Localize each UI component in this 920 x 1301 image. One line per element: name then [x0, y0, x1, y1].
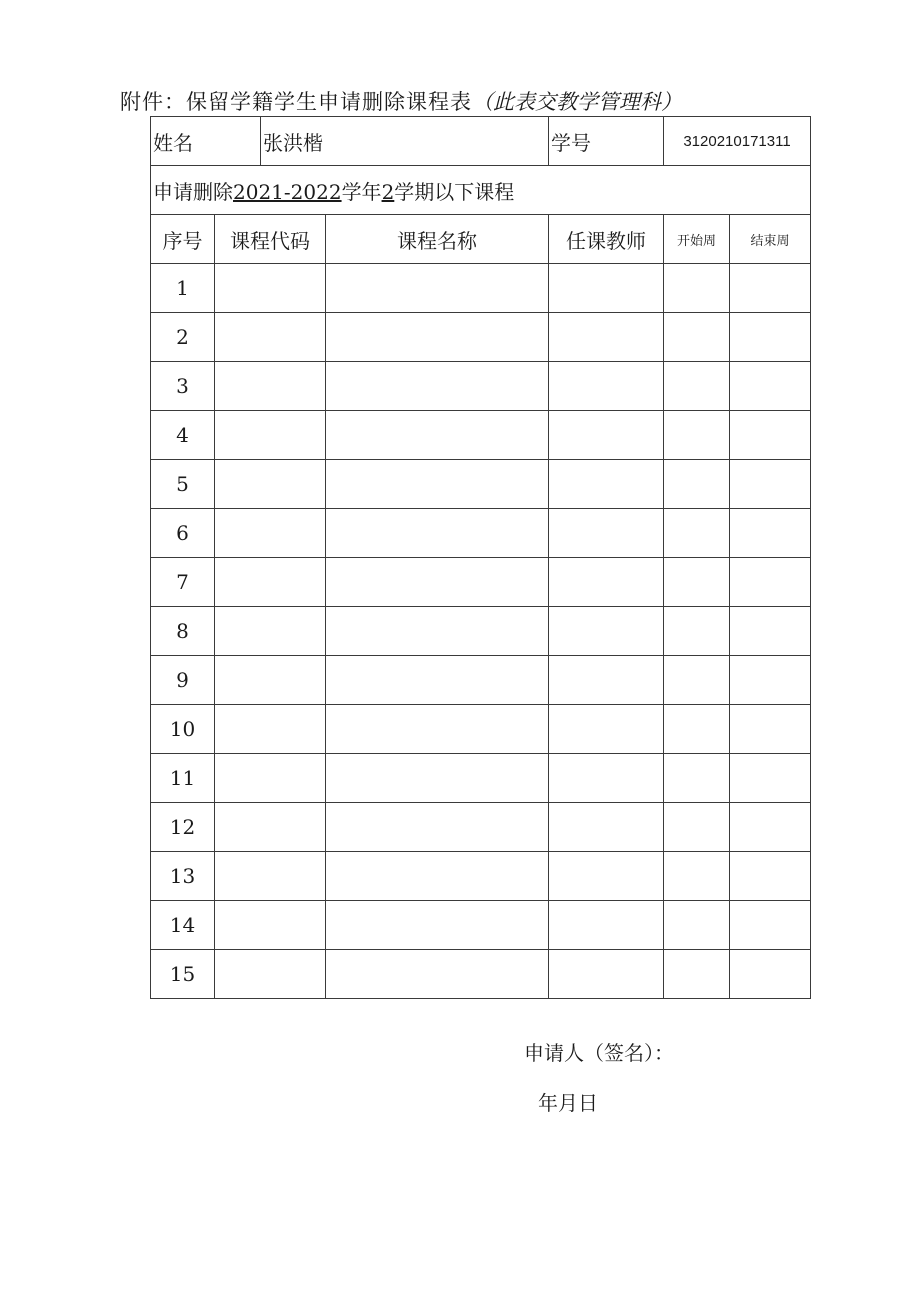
start-week-cell[interactable] [664, 313, 730, 362]
name-label: 姓名 [151, 117, 261, 166]
course-code-cell[interactable] [215, 852, 326, 901]
col-start-week-header: 开始周 [664, 215, 730, 264]
row-index: 11 [151, 754, 215, 803]
course-code-cell[interactable] [215, 901, 326, 950]
teacher-cell[interactable] [549, 264, 664, 313]
course-deletion-table [150, 116, 811, 999]
teacher-cell[interactable] [549, 460, 664, 509]
academic-year[interactable]: 2021-2022 [233, 179, 342, 204]
teacher-cell[interactable] [549, 803, 664, 852]
end-week-cell[interactable] [730, 460, 811, 509]
course-code-cell[interactable] [215, 460, 326, 509]
table-row [151, 803, 811, 852]
col-name-header: 课程名称 [326, 215, 549, 264]
form-heading [120, 86, 682, 116]
course-code-cell[interactable] [215, 705, 326, 754]
start-week-cell[interactable] [664, 607, 730, 656]
start-week-cell[interactable] [664, 362, 730, 411]
course-name-cell[interactable] [326, 558, 549, 607]
row-index: 10 [151, 705, 215, 754]
course-code-cell[interactable] [215, 656, 326, 705]
table-row [151, 460, 811, 509]
date-label: 年月日 [538, 1091, 598, 1115]
course-name-cell[interactable] [326, 362, 549, 411]
course-code-cell[interactable] [215, 313, 326, 362]
course-name-cell[interactable] [326, 313, 549, 362]
row-index: 2 [151, 313, 215, 362]
teacher-cell[interactable] [549, 509, 664, 558]
apply-statement [151, 166, 811, 215]
course-name-cell[interactable] [326, 509, 549, 558]
table-row [151, 558, 811, 607]
end-week-cell[interactable] [730, 656, 811, 705]
course-name-cell[interactable] [326, 264, 549, 313]
end-week-cell[interactable] [730, 950, 811, 999]
course-code-cell[interactable] [215, 607, 326, 656]
apply-suffix: 学期以下课程 [394, 179, 515, 204]
start-week-cell[interactable] [664, 558, 730, 607]
row-index: 7 [151, 558, 215, 607]
end-week-cell[interactable] [730, 754, 811, 803]
end-week-cell[interactable] [730, 901, 811, 950]
course-name-cell[interactable] [326, 950, 549, 999]
course-name-cell[interactable] [326, 411, 549, 460]
start-week-cell[interactable] [664, 705, 730, 754]
row-index: 15 [151, 950, 215, 999]
teacher-cell[interactable] [549, 362, 664, 411]
col-end-week-header: 结束周 [730, 215, 811, 264]
form-title: 附件：保留学籍学生申请删除课程表 [120, 90, 472, 114]
row-index: 14 [151, 901, 215, 950]
form-title-note: （此表交教学管理科） [472, 90, 682, 114]
course-code-cell[interactable] [215, 264, 326, 313]
course-name-cell[interactable] [326, 656, 549, 705]
end-week-cell[interactable] [730, 411, 811, 460]
course-code-cell[interactable] [215, 754, 326, 803]
start-week-cell[interactable] [664, 754, 730, 803]
table-row [151, 656, 811, 705]
row-index: 13 [151, 852, 215, 901]
row-index: 1 [151, 264, 215, 313]
teacher-cell[interactable] [549, 607, 664, 656]
row-index: 6 [151, 509, 215, 558]
applicant-signature-label: 申请人（签名）： [524, 1041, 674, 1065]
table-row [151, 509, 811, 558]
table-row [151, 411, 811, 460]
start-week-cell[interactable] [664, 901, 730, 950]
end-week-cell[interactable] [730, 803, 811, 852]
course-name-cell[interactable] [326, 852, 549, 901]
start-week-cell[interactable] [664, 264, 730, 313]
table-row [151, 950, 811, 999]
table-row [151, 901, 811, 950]
end-week-cell[interactable] [730, 362, 811, 411]
col-index-header: 序号 [151, 215, 215, 264]
teacher-cell[interactable] [549, 901, 664, 950]
column-header-row [151, 215, 811, 264]
teacher-cell[interactable] [549, 852, 664, 901]
start-week-cell[interactable] [664, 656, 730, 705]
end-week-cell[interactable] [730, 607, 811, 656]
table-row [151, 362, 811, 411]
col-code-header: 课程代码 [215, 215, 326, 264]
course-code-cell[interactable] [215, 558, 326, 607]
end-week-cell[interactable] [730, 509, 811, 558]
student-info-row [151, 117, 811, 166]
course-name-cell[interactable] [326, 460, 549, 509]
course-code-cell[interactable] [215, 362, 326, 411]
start-week-cell[interactable] [664, 509, 730, 558]
row-index: 12 [151, 803, 215, 852]
start-week-cell[interactable] [664, 852, 730, 901]
teacher-cell[interactable] [549, 950, 664, 999]
course-name-cell[interactable] [326, 607, 549, 656]
start-week-cell[interactable] [664, 950, 730, 999]
term-number[interactable]: 2 [381, 179, 395, 204]
row-index: 9 [151, 656, 215, 705]
row-index: 3 [151, 362, 215, 411]
course-rows [151, 264, 811, 999]
table-row [151, 852, 811, 901]
course-name-cell[interactable] [326, 803, 549, 852]
course-name-cell[interactable] [326, 705, 549, 754]
table-row [151, 264, 811, 313]
name-value[interactable]: 张洪楷 [261, 117, 549, 166]
course-code-cell[interactable] [215, 411, 326, 460]
end-week-cell[interactable] [730, 558, 811, 607]
teacher-cell[interactable] [549, 558, 664, 607]
table-row [151, 705, 811, 754]
teacher-cell[interactable] [549, 656, 664, 705]
teacher-cell[interactable] [549, 754, 664, 803]
table-row [151, 313, 811, 362]
table-row [151, 607, 811, 656]
start-week-cell[interactable] [664, 803, 730, 852]
end-week-cell[interactable] [730, 313, 811, 362]
course-name-cell[interactable] [326, 901, 549, 950]
course-code-cell[interactable] [215, 950, 326, 999]
start-week-cell[interactable] [664, 411, 730, 460]
teacher-cell[interactable] [549, 313, 664, 362]
course-code-cell[interactable] [215, 509, 326, 558]
teacher-cell[interactable] [549, 705, 664, 754]
student-id-label: 学号 [549, 117, 664, 166]
end-week-cell[interactable] [730, 852, 811, 901]
row-index: 8 [151, 607, 215, 656]
end-week-cell[interactable] [730, 705, 811, 754]
row-index: 4 [151, 411, 215, 460]
course-code-cell[interactable] [215, 803, 326, 852]
row-index: 5 [151, 460, 215, 509]
col-teacher-header: 任课教师 [549, 215, 664, 264]
end-week-cell[interactable] [730, 264, 811, 313]
student-id-value[interactable]: 3120210171311 [664, 117, 811, 166]
start-week-cell[interactable] [664, 460, 730, 509]
apply-mid: 学年 [341, 179, 382, 204]
teacher-cell[interactable] [549, 411, 664, 460]
table-row [151, 754, 811, 803]
apply-row [151, 166, 811, 215]
apply-prefix: 申请删除 [153, 179, 233, 204]
course-name-cell[interactable] [326, 754, 549, 803]
